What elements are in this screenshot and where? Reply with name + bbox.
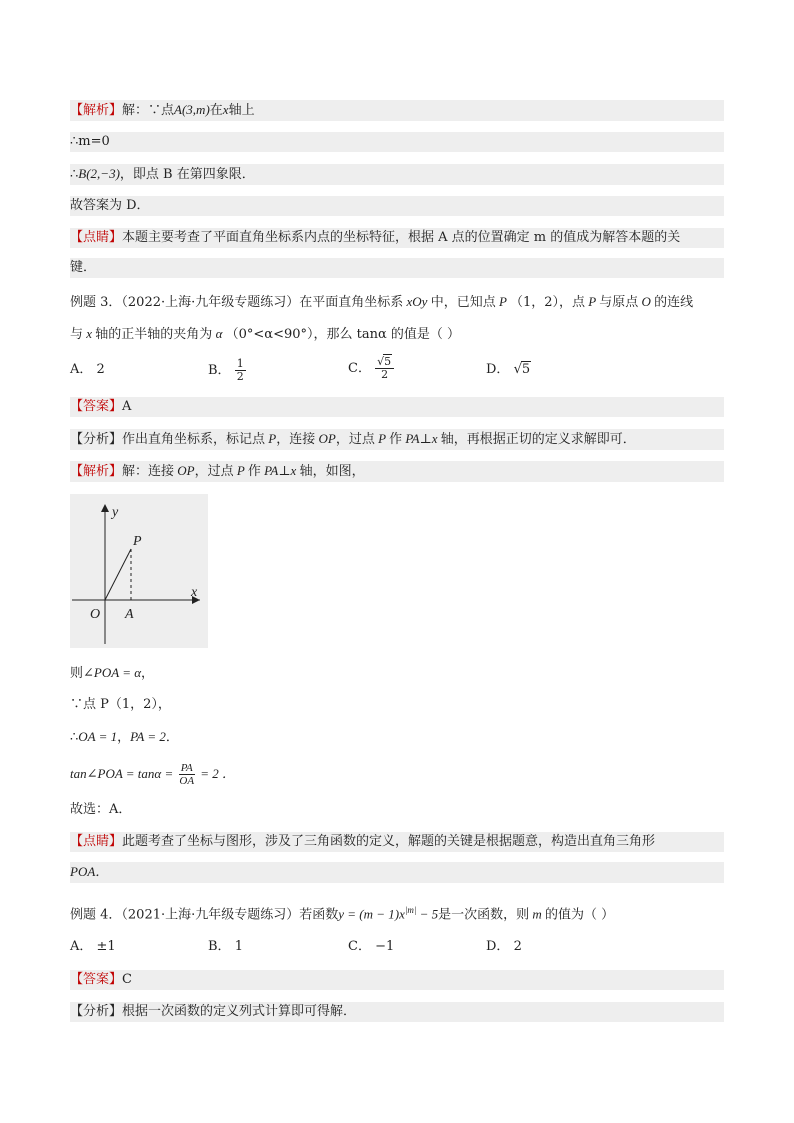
example3-option-d: D． √5	[486, 362, 531, 377]
example3-option-a: A． 2	[70, 362, 105, 377]
label-y: y	[112, 505, 119, 520]
comment-line-2: 键．	[70, 258, 724, 278]
example3-option-b: B． $\frac{1}{2}$	[208, 357, 244, 383]
analysis-line-1: 【解析】解：∵点A(3,m)在x轴上	[70, 100, 724, 121]
example3-question-line-2: 与 x 轴的正半轴的夹角为 α （0°<α<90°），那么 tanα 的值是（ ）	[70, 326, 461, 342]
jiexi-tag: 【解析】	[70, 464, 123, 479]
fenxi-tag: 【分析】	[70, 432, 123, 447]
example3-question-line-1: 例题 3．（2022·上海·九年级专题练习）在平面直角坐标系 xOy 中，已知点 P （1，2），点 P 与原点 O 的连线	[70, 294, 694, 310]
example4-option-c: C． −1	[348, 939, 395, 954]
solution-step-2: ∵点 P（1，2），	[70, 697, 171, 712]
comment-tag: 【点睛】	[70, 230, 123, 245]
fenxi-line: 【分析】作出直角坐标系，标记点 P，连接 OP，过点 P 作 PA⊥x 轴，再根据正切的定义求解即可．	[70, 429, 724, 450]
fraction-sqrt5-over-2: $\frac{√5}{2}$	[375, 356, 394, 381]
example4-option-b: B． 1	[208, 939, 243, 954]
example4-question: 例题 4．（2021·上海·九年级专题练习）若函数$y = (m - 1)x^{|m|} - 5$是一次函数，则 m 的值为（ ）	[70, 905, 615, 923]
comment2-line-2: POA．	[70, 862, 724, 883]
example4-fenxi-line: 【分析】根据一次函数的定义列式计算即可得解．	[70, 1002, 724, 1022]
comment2-line-1: 【点睛】此题考查了坐标与图形，涉及了三角函数的定义，解题的关键是根据题意，构造出直角三角形	[70, 832, 724, 852]
label-o: O	[90, 607, 101, 622]
example4-answer-line: 【答案】C	[70, 970, 724, 990]
label-x: x	[191, 585, 198, 600]
answer-line: 【答案】A	[70, 397, 724, 417]
solution-step-5: 故选：A．	[70, 802, 132, 817]
example4-option-d: D． 2	[486, 939, 522, 954]
jiexi-line: 【解析】解：连接 OP，过点 P 作 PA⊥x 轴，如图，	[70, 461, 724, 482]
fraction-pa-over-oa: $\frac{PA}{OA}$	[179, 762, 195, 787]
analysis-line-4: 故答案为 D．	[70, 196, 724, 216]
solution-step-4: tan∠POA = tanα = $\frac{PA}{OA}$ = 2 ．	[70, 762, 236, 787]
answer-tag: 【答案】	[70, 399, 123, 414]
figure-background	[70, 494, 208, 648]
example4-fenxi-tag: 【分析】	[70, 1004, 123, 1019]
comment-line-1: 【点睛】本题主要考查了平面直角坐标系内点的坐标特征，根据 A 点的位置确定 m 的值成为解答本题的关	[70, 228, 724, 248]
example4-option-a: A． ±1	[70, 939, 116, 954]
analysis-tag: 【解析】	[70, 103, 123, 118]
label-a: A	[125, 607, 134, 622]
label-p: P	[133, 534, 142, 549]
analysis-line-3: ∴B(2,−3)，即点 B 在第四象限．	[70, 164, 724, 185]
solution-step-1: 则∠POA = α，	[70, 665, 155, 681]
coordinate-figure-svg	[70, 494, 208, 648]
analysis-line-2: ∴m=0	[70, 132, 724, 152]
example4-answer-tag: 【答案】	[70, 972, 123, 987]
coordinate-figure	[70, 494, 208, 648]
fraction-one-half: $\frac{1}{2}$	[236, 357, 244, 383]
example3-option-c: C． $\frac{√5}{2}$	[348, 356, 394, 381]
solution-step-3: ∴OA = 1，PA = 2．	[70, 729, 179, 745]
comment2-tag: 【点睛】	[70, 834, 123, 849]
